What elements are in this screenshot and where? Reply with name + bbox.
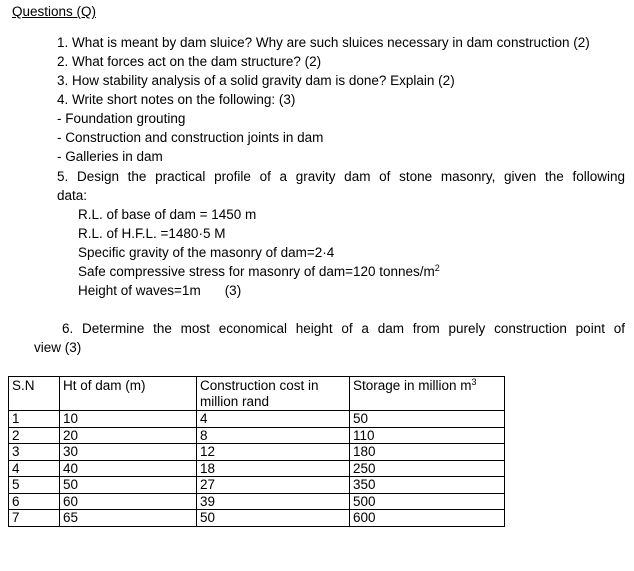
q5-marks: (3) bbox=[224, 283, 242, 298]
page-heading: Questions (Q) bbox=[12, 4, 97, 19]
question-4-item: - Construction and construction joints in dam bbox=[57, 130, 324, 145]
cell-storage: 500 bbox=[350, 493, 505, 510]
question-6-continuation: view (3) bbox=[34, 340, 82, 355]
header-storage bbox=[350, 377, 505, 411]
question-5-continuation: data: bbox=[57, 188, 88, 203]
question-3: 3. How stability analysis of a solid gravity dam is done? Explain (2) bbox=[57, 73, 455, 88]
cell-storage: 600 bbox=[350, 510, 505, 527]
question-2: 2. What forces act on the dam structure? (2) bbox=[57, 54, 322, 69]
cell-sn: 7 bbox=[9, 510, 60, 527]
cell-storage: 110 bbox=[350, 427, 505, 444]
cell-sn: 3 bbox=[9, 444, 60, 461]
q5-base-level: R.L. of base of dam = 1450 m bbox=[78, 207, 257, 222]
table-row bbox=[9, 411, 505, 428]
q5-wave-height bbox=[78, 282, 241, 299]
cell-height: 65 bbox=[60, 510, 197, 527]
table-row bbox=[9, 510, 505, 527]
header-cost: Construction cost in million rand bbox=[197, 377, 350, 411]
cell-sn: 1 bbox=[9, 411, 60, 428]
header-storage-text: Storage in million m bbox=[353, 378, 472, 393]
question-4: 4. Write short notes on the following: (3) bbox=[57, 92, 296, 107]
cell-cost: 12 bbox=[197, 444, 350, 461]
cell-storage: 350 bbox=[350, 477, 505, 494]
question-4-item: - Foundation grouting bbox=[57, 111, 186, 126]
q5-waves-text: Height of waves=1m bbox=[78, 283, 201, 298]
q5-compressive-stress bbox=[78, 263, 440, 280]
table-row bbox=[9, 477, 505, 494]
cell-cost: 27 bbox=[197, 477, 350, 494]
cell-height: 30 bbox=[60, 444, 197, 461]
cell-height: 50 bbox=[60, 477, 197, 494]
q5-hfl-level: R.L. of H.F.L. =1480·5 M bbox=[78, 226, 226, 241]
cell-cost: 4 bbox=[197, 411, 350, 428]
question-1: 1. What is meant by dam sluice? Why are such sluices necessary in dam construction (2) bbox=[57, 35, 590, 50]
question-4-item: - Galleries in dam bbox=[57, 149, 163, 164]
cell-height: 60 bbox=[60, 493, 197, 510]
header-sn: S.N bbox=[9, 377, 60, 411]
cell-height: 20 bbox=[60, 427, 197, 444]
cell-cost: 18 bbox=[197, 460, 350, 477]
cell-sn: 6 bbox=[9, 493, 60, 510]
question-6: 6. Determine the most economical height of a dam from purely construction point of bbox=[62, 321, 625, 336]
cell-storage: 50 bbox=[350, 411, 505, 428]
cell-sn: 2 bbox=[9, 427, 60, 444]
header-storage-superscript: 3 bbox=[471, 377, 477, 387]
header-height: Ht of dam (m) bbox=[60, 377, 197, 411]
cell-height: 10 bbox=[60, 411, 197, 428]
cell-cost: 8 bbox=[197, 427, 350, 444]
cell-sn: 4 bbox=[9, 460, 60, 477]
cell-cost: 39 bbox=[197, 493, 350, 510]
table-row bbox=[9, 493, 505, 510]
table-row bbox=[9, 444, 505, 461]
cell-cost: 50 bbox=[197, 510, 350, 527]
cell-storage: 250 bbox=[350, 460, 505, 477]
cell-height: 40 bbox=[60, 460, 197, 477]
table-header-row bbox=[9, 377, 505, 411]
table-row bbox=[9, 460, 505, 477]
dam-data-table bbox=[8, 376, 505, 527]
cell-sn: 5 bbox=[9, 477, 60, 494]
q5-stress-superscript: 2 bbox=[434, 263, 440, 273]
table-row bbox=[9, 427, 505, 444]
q5-stress-text: Safe compressive stress for masonry of dam=120 tonnes/m bbox=[78, 264, 435, 279]
cell-storage: 180 bbox=[350, 444, 505, 461]
q5-specific-gravity: Specific gravity of the masonry of dam=2·4 bbox=[78, 245, 335, 260]
question-5: 5. Design the practical profile of a gravity dam of stone masonry, given the following bbox=[57, 169, 625, 184]
